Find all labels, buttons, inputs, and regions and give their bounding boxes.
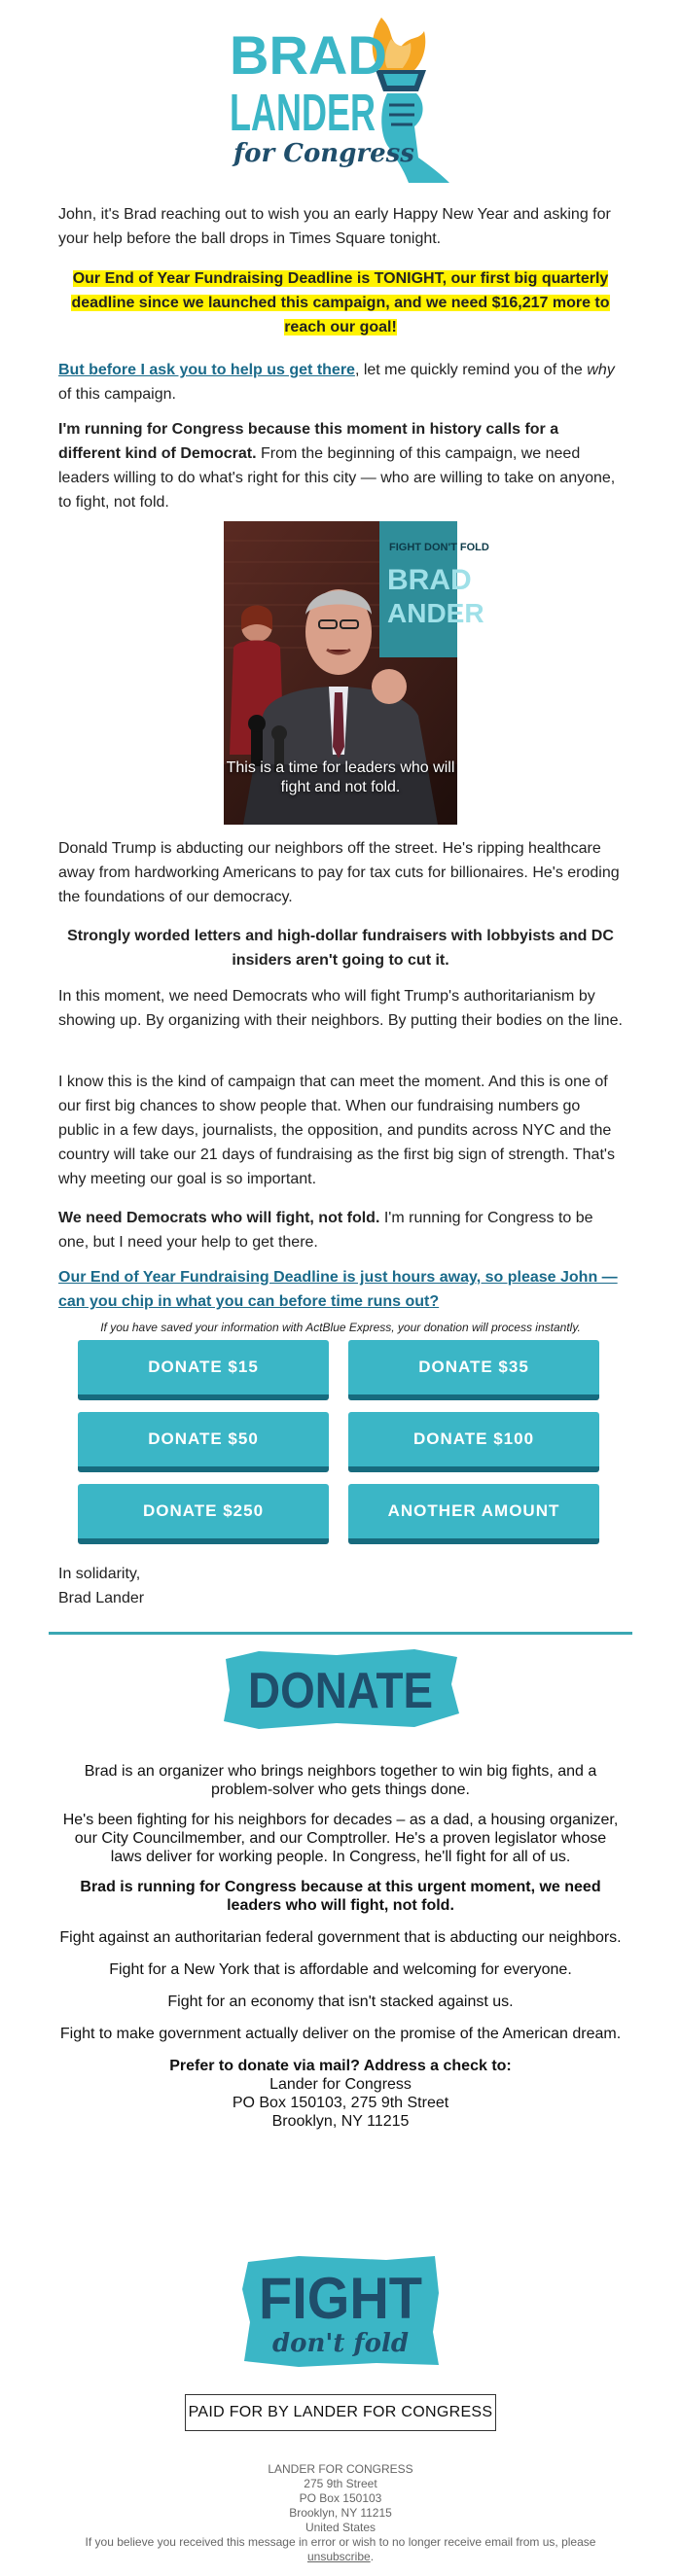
signoff xyxy=(58,1562,623,1610)
logo-brad-text: BRAD xyxy=(230,24,387,86)
fight-stamp-text: FIGHT xyxy=(259,2266,422,2331)
unsubscribe-note xyxy=(58,2535,623,2564)
mail-city: Brooklyn, NY 11215 xyxy=(271,2113,410,2130)
need-rest: I'm running for Congress to be one, but I need your help to get there. xyxy=(58,1210,593,1251)
brad-speaking-photo xyxy=(224,521,489,825)
fight-economy: Fight for an economy that isn't stacked against us. xyxy=(167,1994,514,2010)
know-paragraph: I know this is the kind of campaign that can meet the moment. And this is one of our first big chances to show people that. When our fundraising numbers go public in a few days, journalists, the opposition, and pundits across NYC and the country will take our 21 days of fundraising as the first big sign of strength. That's why meeting our goal is so important. xyxy=(58,1074,615,1187)
address-org: LANDER FOR CONGRESS xyxy=(268,2462,413,2476)
actblue-note: If you have saved your information with ActBlue Express, your donation will process instantly. xyxy=(100,1321,581,1334)
footer-address xyxy=(58,2462,623,2564)
donate-stamp[interactable] xyxy=(220,1645,461,1733)
fight-authoritarian: Fight against an authoritarian federal government that is abducting our neighbors. xyxy=(59,1929,622,1946)
remind-text: , let me quickly remind you of the xyxy=(354,362,588,378)
running-bold: I'm running for Congress because this moment in history calls for a different kind of Democrat. xyxy=(58,421,559,462)
chip-in-link[interactable]: Our End of Year Fundraising Deadline is just hours away, so please John — can you chip in what you can before time runs out? xyxy=(58,1269,618,1310)
fight-affordable: Fight for a New York that is affordable and welcoming for everyone. xyxy=(109,1961,572,1978)
help-us-link[interactable]: But before I ask you to help us get there xyxy=(58,362,355,378)
about-section xyxy=(58,1762,623,2131)
logo-lander-text: LANDER xyxy=(230,84,376,142)
about-urgent: Brad is running for Congress because at this urgent moment, we need leaders who will fight, not fold. xyxy=(80,1879,601,1914)
donate-15-button[interactable]: DONATE $15 xyxy=(78,1340,329,1400)
torch-logo-icon xyxy=(224,12,457,196)
address-street: 275 9th Street xyxy=(304,2477,377,2490)
letters-statement: Strongly worded letters and high-dollar fundraisers with lobbyists and DC insiders aren't going to cut it. xyxy=(67,928,614,969)
svg-text:BRAD: BRAD xyxy=(387,564,472,596)
svg-text:ANDER: ANDER xyxy=(387,598,484,628)
unsubscribe-text: If you believe you received this message in error or wish to no longer receive email from us, please xyxy=(85,2535,596,2549)
about-record: He's been fighting for his neighbors for decades – as a dad, a housing organizer, our City Councilmember, and our Comptroller. He's a proven legislator whose laws deliver for working people. In Congress, he'll fight for all of us. xyxy=(62,1812,619,1865)
donate-stamp-text: DONATE xyxy=(248,1663,433,1719)
fight-government: Fight to make government actually deliver on the promise of the American dream. xyxy=(59,2026,622,2042)
running-paragraph xyxy=(58,417,623,514)
remind-end: of this campaign. xyxy=(58,386,176,403)
deadline-callout xyxy=(58,266,623,339)
about-organizer: Brad is an organizer who brings neighbors together to win big fights, and a problem-solver who gets things done. xyxy=(84,1763,597,1798)
another-amount-button[interactable]: ANOTHER AMOUNT xyxy=(348,1484,599,1544)
intro-paragraph: John, it's Brad reaching out to wish you an early Happy New Year and asking for your help before the ball drops in Times Square tonight. xyxy=(58,206,611,247)
donate-brush-icon xyxy=(220,1645,461,1733)
donate-100-button[interactable]: DONATE $100 xyxy=(348,1412,599,1472)
address-city: Brooklyn, NY 11215 xyxy=(289,2506,392,2520)
donate-35-button[interactable]: DONATE $35 xyxy=(348,1340,599,1400)
why-emphasis: why xyxy=(587,362,615,378)
address-pobox: PO Box 150103 xyxy=(299,2491,382,2505)
paid-for-box: PAID FOR BY LANDER FOR CONGRESS xyxy=(185,2394,496,2431)
signature-name: Brad Lander xyxy=(58,1590,145,1606)
need-paragraph xyxy=(58,1206,623,1254)
signoff-line: In solidarity, xyxy=(58,1566,141,1582)
mail-street: PO Box 150103, 275 9th Street xyxy=(232,2095,449,2111)
fight-brush-icon xyxy=(240,2254,441,2369)
remind-paragraph xyxy=(58,358,623,406)
running-rest: From the beginning of this campaign, we need leaders willing to do what's right for this city — who are willing to take on anyone, to fight, not fold. xyxy=(58,445,616,511)
chip-paragraph xyxy=(58,1265,623,1314)
section-divider xyxy=(49,1632,632,1635)
unsubscribe-end: . xyxy=(370,2550,375,2563)
donate-50-button[interactable]: DONATE $50 xyxy=(78,1412,329,1472)
moment-paragraph: In this moment, we need Democrats who will fight Trump's authoritarianism by showing up. By organizing with their neighbors. By putting their bodies on the line. xyxy=(58,988,623,1029)
svg-text:FIGHT DON'T FOLD: FIGHT DON'T FOLD xyxy=(389,542,489,553)
need-bold: We need Democrats who will fight, not fold. xyxy=(58,1210,380,1226)
donate-250-button[interactable]: DONATE $250 xyxy=(78,1484,329,1544)
mail-heading: Prefer to donate via mail? Address a check to: xyxy=(169,2058,512,2074)
mail-payee: Lander for Congress xyxy=(269,2076,412,2093)
unsubscribe-link[interactable]: unsubscribe xyxy=(306,2550,371,2563)
dont-fold-stamp-text: don't fold xyxy=(271,2329,410,2358)
address-country: United States xyxy=(305,2521,376,2534)
logo-for-congress-text: for Congress xyxy=(233,139,414,168)
trump-paragraph: Donald Trump is abducting our neighbors off the street. He's ripping healthcare away from hardworking Americans to pay for tax cuts for billionaires. He's eroding the foundations of our democracy. xyxy=(58,840,620,905)
brad-lander-logo xyxy=(224,12,457,196)
photo-caption: This is a time for leaders who will fight and not fold. xyxy=(226,759,455,795)
deadline-highlight: Our End of Year Fundraising Deadline is TONIGHT, our first big quarterly deadline since we launched this campaign, and we need $16,217 more to reach our goal! xyxy=(71,270,610,335)
fight-dont-fold-stamp xyxy=(240,2254,441,2369)
